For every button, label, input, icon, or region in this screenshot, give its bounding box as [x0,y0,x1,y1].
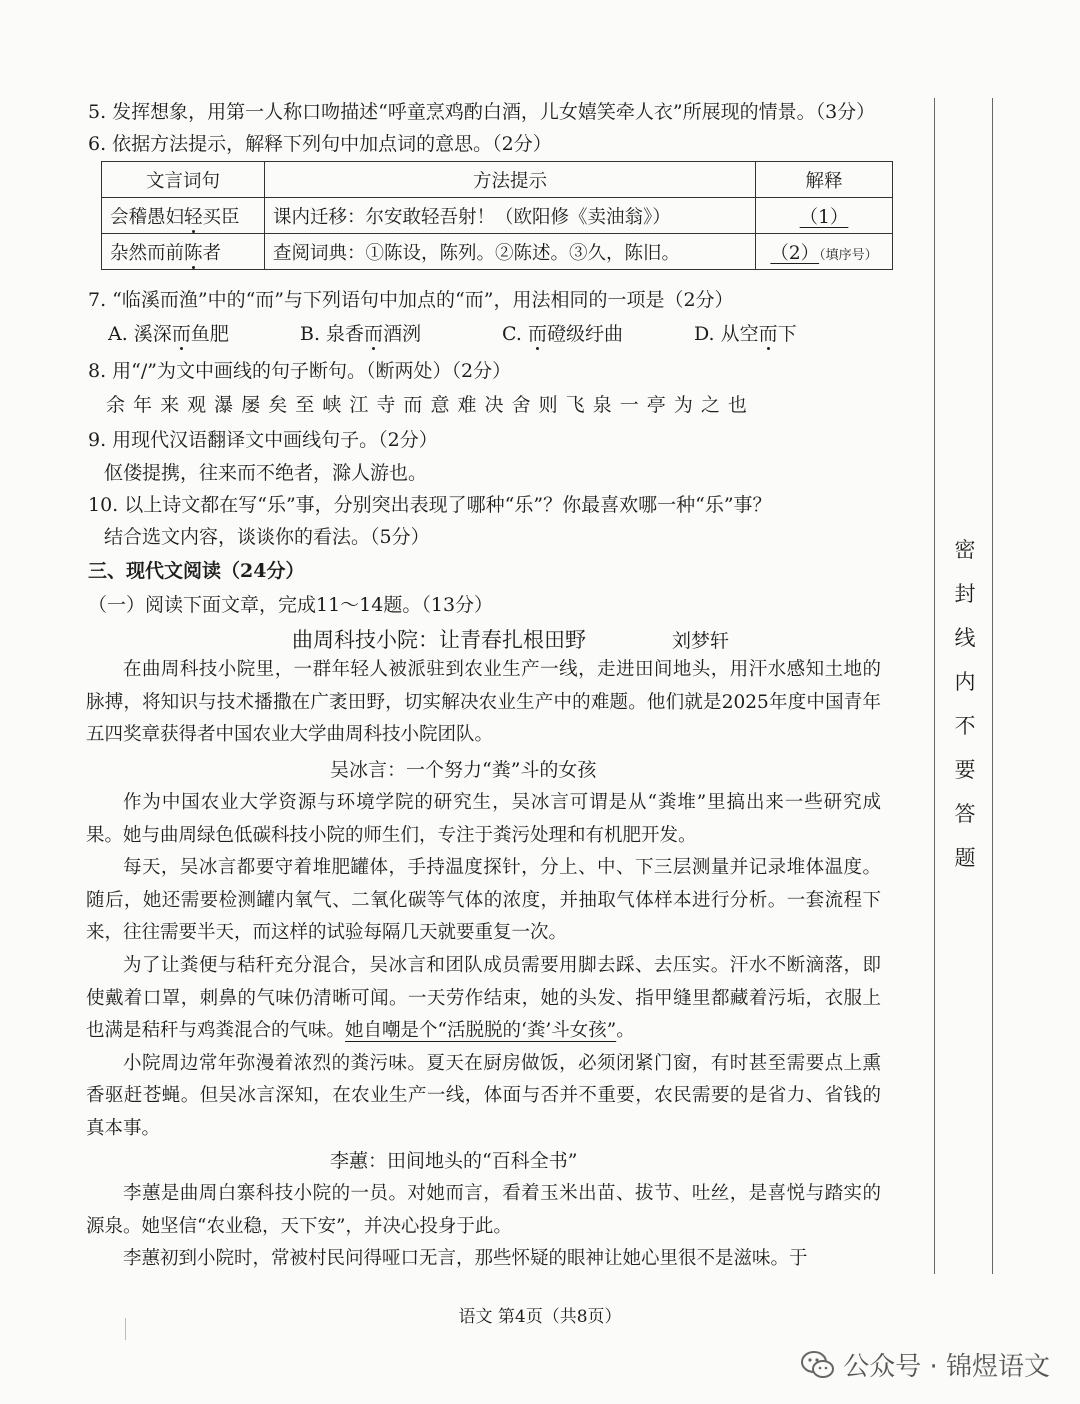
q8-sentence: 余 年 来 观 瀑 屡 矣 至 峡 江 寺 而 意 难 决 舍 则 飞 泉 一 亭 为 之 也 [106,394,747,416]
table-row [102,234,893,270]
question-6: 6. 依据方法提示，解释下列句中加点词的意思。（2分） [88,133,552,155]
q7-option-d: D. 从空而下 [694,323,797,345]
table-header-row [102,162,893,198]
article-author: 刘梦轩 [672,630,730,652]
question-7: 7. “临溪而渔”中的“而”与下列语句中加点的“而”，用法相同的一项是（2分） [88,289,734,311]
subheading-2: 李蕙：田间地头的“百科全书” [330,1150,578,1172]
body-text-1 [86,787,881,1146]
paragraph: 作为中国农业大学资源与环境学院的研究生，吴冰言可谓是从“粪堆”里搞出来一些研究成果。她与曲周绿色低碳科技小院的师生们，专注于粪污处理和有机肥开发。 [86,792,881,846]
table-cell-answer: （1） [756,198,893,234]
question-10-line2: 结合选文内容，谈谈你的看法。（5分） [104,526,430,548]
seal-line-left [934,98,935,1274]
seal-line-right [992,98,993,1274]
question-9: 9. 用现代汉语翻译文中画线句子。（2分） [88,429,438,451]
seal-text: 密 封 线 内 不 要 答 题 [954,538,976,870]
section-heading: 三、现代文阅读（24分） [88,560,305,582]
paragraph: 李蕙初到小院时，常被村民问得哑口无言，那些怀疑的眼神让她心里很不是滋味。于 [123,1248,808,1270]
intro-paragraph: 在曲周科技小院里，一群年轻人被派驻到农业生产一线，走进田间地头，用汗水感知土地的脉搏，将知识与技术播撒在广袤田野，切实解决农业生产中的难题。他们就是2025年度中国青年五四奖章获得者中国农业大学曲周科技小院团队。 [86,659,881,746]
table-header: 方法提示 [265,162,756,198]
paragraph: 小院周边常年弥漫着浓烈的粪污味。夏天在厨房做饭，必须闭紧门窗，有时甚至需要点上熏香驱赶苍蝇。但吴冰言深知，在农业生产一线，体面与否并不重要，农民需要的是省力、省钱的真本事。 [86,1052,881,1139]
question-5: 5. 发挥想象，用第一人称口吻描述“呼童烹鸡酌白酒，儿女嬉笑牵人衣”所展现的情景。（3分） [88,101,876,123]
page-footer: 语文 第4页（共8页） [458,1307,622,1327]
dotted-word: 轻 [184,206,203,228]
underlined-sentence: 她自嘲是个“活脱脱的‘粪’斗女孩” [345,1020,617,1042]
dotted-word: 陈 [184,242,203,264]
q7-option-c: C. 而磴级纡曲 [502,323,623,345]
table-cell-phrase: 杂然而前陈者 [102,234,265,270]
wechat-icon [801,1350,835,1380]
q7-option-a: A. 溪深而鱼肥 [108,323,229,345]
method-table [101,161,893,270]
table-row [102,198,893,234]
body-text-2 [86,1178,881,1276]
table-cell-phrase: 会稽愚妇轻买臣 [102,198,265,234]
table-header: 解释 [756,162,893,198]
q9-sentence: 伛偻提携，往来而不绝者，滁人游也。 [104,462,428,484]
paragraph: 李蕙是曲周白寨科技小院的一员。对她而言，看着玉米出苗、拔节、吐丝，是喜悦与踏实的源泉。她坚信“农业稳，天下安”，并决心投身于此。 [86,1183,881,1237]
table-cell-hint: 课内迁移：尔安敢轻吾射！（欧阳修《卖油翁》） [265,198,756,234]
watermark: 公众号 · 锦煜语文 [801,1346,1050,1383]
table-cell-answer: （2）（填序号） [756,234,893,270]
question-8: 8. 用“/”为文中画线的句子断句。（断两处）（2分） [88,360,512,382]
paragraph: 为了让粪便与秸秆充分混合，吴冰言和团队成员需要用脚去踩、去压实。汗水不断滴落，即使戴着口罩，刺鼻的气味仍清晰可闻。一天劳作结束，她的头发、指甲缝里都藏着污垢，衣服上也满是秸秆与鸡粪混合的气味。她自嘲是个“活脱脱的‘粪’斗女孩”。 [86,954,881,1042]
part-heading: （一）阅读下面文章，完成11～14题。（13分） [88,594,494,616]
q7-option-b: B. 泉香而酒洌 [300,323,422,345]
article-title: 曲周科技小院：让青春扎根田野 [292,628,586,652]
table-header: 文言词句 [102,162,265,198]
table-cell-hint: 查阅词典：①陈设，陈列。②陈述。③久，陈旧。 [265,234,756,270]
paragraph: 每天，吴冰言都要守着堆肥罐体，手持温度探针，分上、中、下三层测量并记录堆体温度。随后，她还需要检测罐内氧气、二氧化碳等气体的浓度，并抽取气体样本进行分析。一套流程下来，往往需要半天，而这样的试验每隔几天就要重复一次。 [86,857,881,944]
subheading-1: 吴冰言：一个努力“粪”斗的女孩 [330,759,597,781]
question-10: 10. 以上诗文都在写“乐”事，分别突出表现了哪种“乐”？你最喜欢哪一种“乐”事？ [88,494,772,516]
